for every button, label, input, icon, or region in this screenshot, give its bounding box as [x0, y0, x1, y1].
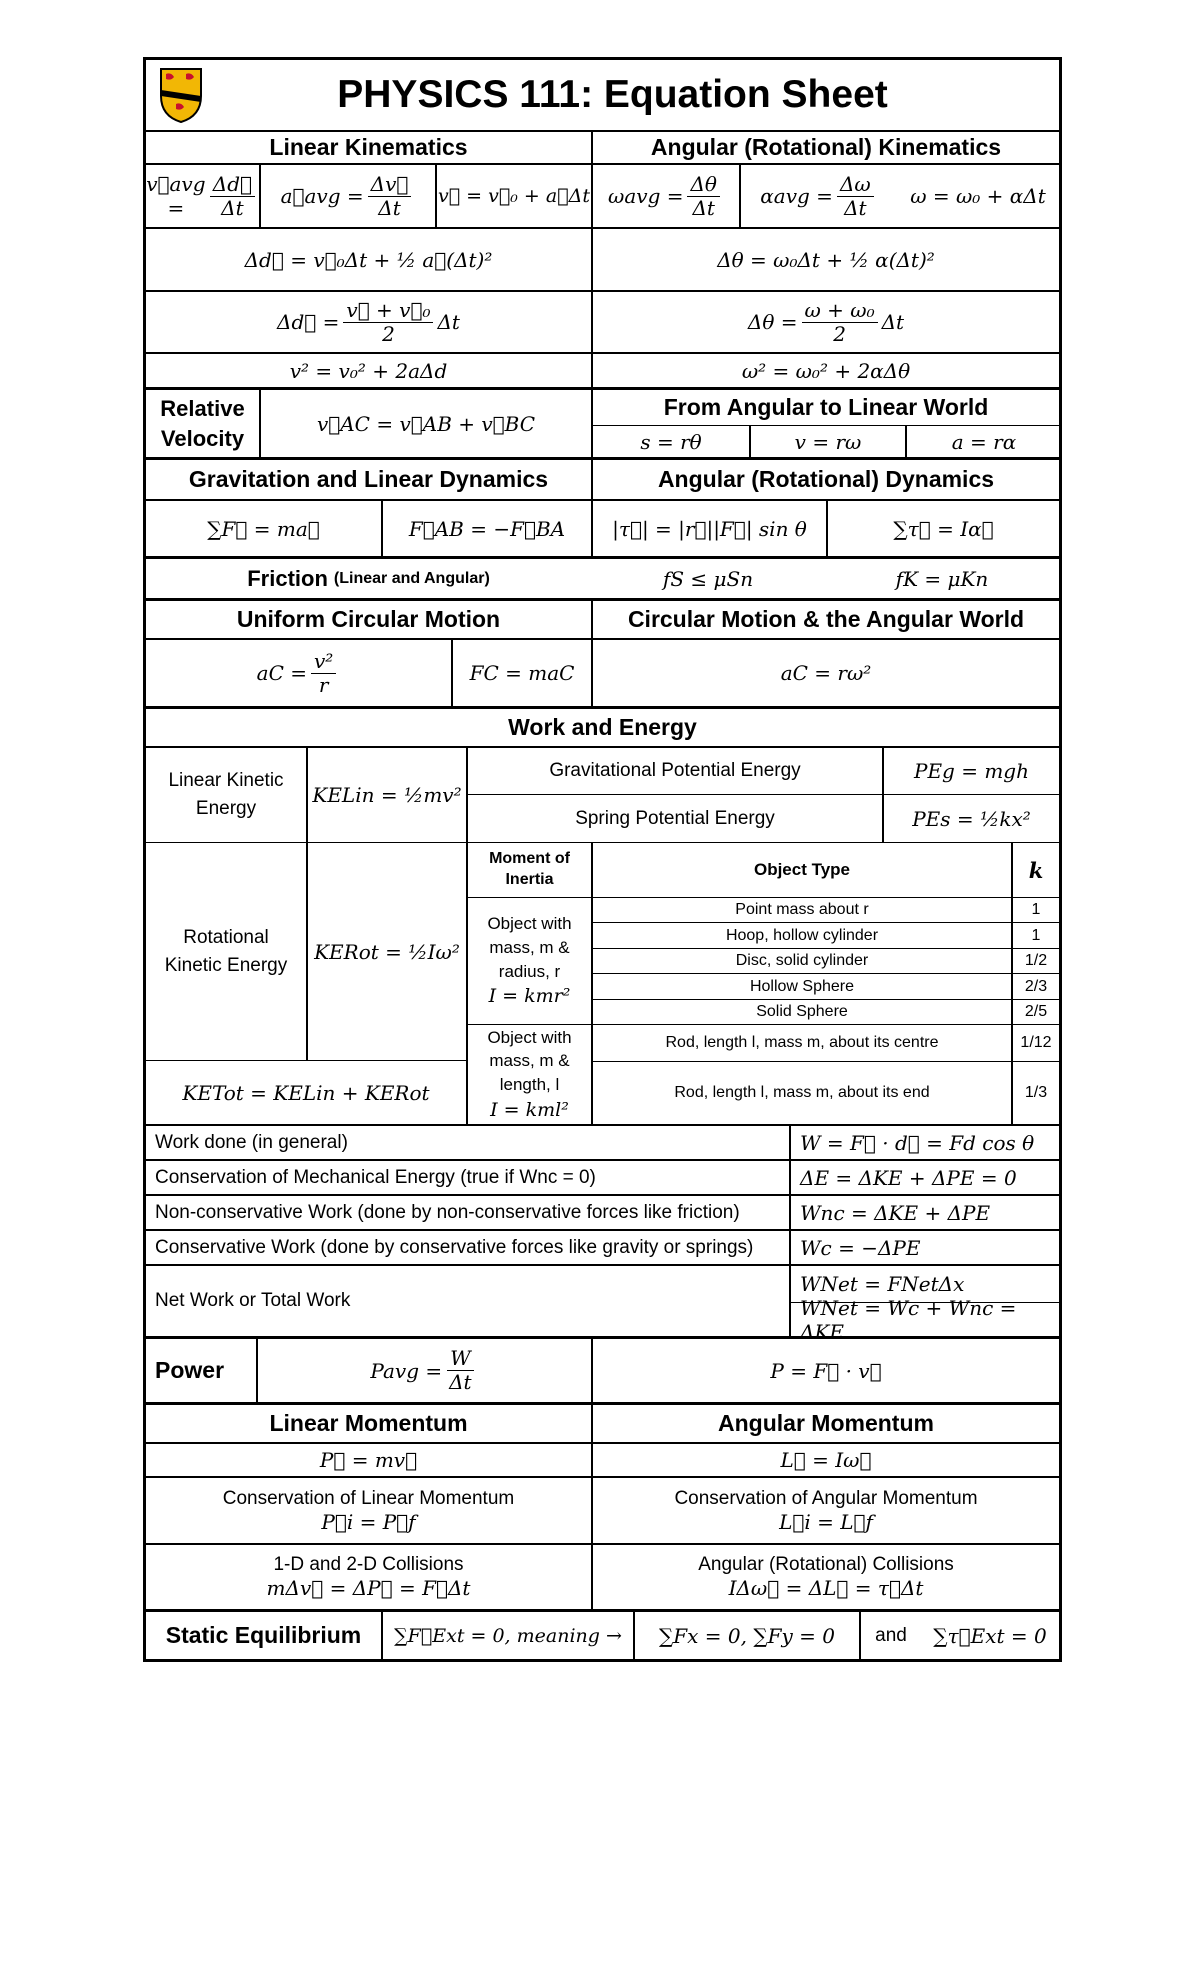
net-work-formula-1: WNet = FNetΔx — [789, 1266, 1059, 1302]
angular-centripetal-formula: aC = rω² — [591, 640, 1059, 706]
total-ke-formula: KETot = KELin + KERot — [146, 1060, 466, 1124]
tangential-acceleration-formula: a = rα — [905, 426, 1061, 457]
wavg-formula: ωavg = $\frac{\Delta\theta}{\Delta t}$ — [591, 165, 739, 227]
kinematics-header-row — [146, 130, 1059, 163]
object-type-hollow-sphere: Hollow Sphere — [591, 973, 1011, 999]
newton-second-law: ∑F⃗ = ma⃗ — [207, 516, 320, 541]
object-type-disc: Disc, solid cylinder — [591, 948, 1011, 973]
friction-label: Friction (Linear and Angular) — [247, 565, 490, 591]
displacement-formula-1: Δd⃗ = v⃗₀Δt + ½ a⃗(Δt)² — [244, 247, 493, 272]
work-row — [146, 1194, 1059, 1229]
moi-group-length: Object with mass, m & length, l I = kml² — [466, 1024, 591, 1124]
net-work-formula-2: WNet = Wc + Wnc = ΔKE — [789, 1302, 1059, 1336]
v-squared-formula: v² = v₀² + 2aΔd — [289, 358, 448, 383]
omega-formula: ω = ω₀ + αΔt — [910, 184, 1046, 208]
object-type-solid-sphere: Solid Sphere — [591, 999, 1011, 1024]
vavg-formula: v⃗avg = $\frac{\Delta d⃗}{\Delta t}$ — [146, 165, 259, 227]
k-value-rod-end: 1/3 — [1011, 1061, 1059, 1124]
title-bar — [146, 60, 1059, 130]
circular-angular-header: Circular Motion & the Angular World — [591, 601, 1059, 638]
net-work-row — [146, 1264, 1059, 1344]
static-equilibrium-row — [146, 1609, 1059, 1659]
gravitational-pe-formula: PEg = mgh — [882, 748, 1059, 794]
linear-kinematics-header: Linear Kinematics — [269, 134, 468, 160]
object-type-point-mass: Point mass about r — [591, 897, 1011, 922]
momentum-definition-row — [146, 1442, 1059, 1476]
and-label: and — [859, 1612, 921, 1659]
static-force-condition: ∑F⃗Ext = 0, meaning → — [381, 1612, 633, 1659]
tangential-velocity-formula: v = rω — [749, 426, 905, 457]
instantaneous-power-formula: P = F⃗ · v⃗ — [591, 1339, 1059, 1402]
spring-pe-formula: PEs = ½kx² — [882, 794, 1059, 842]
momentum-header-row — [146, 1402, 1059, 1442]
collisions-row — [146, 1543, 1059, 1609]
angular-momentum-header: Angular Momentum — [591, 1405, 1059, 1442]
rotational-ke-formula: KERot = ½Iω² — [306, 842, 466, 1060]
work-formula-nonconservative: Wnc = ΔKE + ΔPE — [789, 1196, 1059, 1229]
angle-formula-2: Δθ = $\frac{\text{ω + ω₀}}{2}$ Δt — [591, 292, 1059, 352]
angular-conservation-cell: Conservation of Angular Momentum L⃗i = L⃗f — [591, 1478, 1059, 1543]
relative-velocity-label: Relative Velocity — [160, 395, 245, 451]
velocity-formula: v⃗ = v⃗₀ + a⃗Δt — [435, 165, 591, 227]
energy-block — [146, 746, 1059, 1124]
kinematics-row-displacement — [146, 227, 1059, 290]
relative-velocity-row — [146, 387, 1059, 457]
linear-ke-formula: KELin = ½mv² — [306, 748, 466, 842]
linear-conservation-cell: Conservation of Linear Momentum P⃗i = P⃗f — [222, 1487, 515, 1534]
spring-pe-label: Spring Potential Energy — [466, 794, 882, 842]
relative-velocity-formula: v⃗AC = v⃗AB + v⃗BC — [259, 390, 591, 457]
angle-formula-1: Δθ = ω₀Δt + ½ α(Δt)² — [591, 229, 1059, 290]
k-value-point-mass: 1 — [1011, 897, 1059, 922]
static-equilibrium-label: Static Equilibrium — [165, 1622, 362, 1648]
object-type-hoop: Hoop, hollow cylinder — [591, 922, 1011, 948]
angular-to-linear-block — [591, 390, 1059, 457]
power-row — [146, 1336, 1059, 1402]
dynamics-header-row — [146, 457, 1059, 499]
work-row — [146, 1159, 1059, 1194]
centripetal-force-formula: FC = maC — [451, 640, 591, 706]
k-value-hollow-sphere: 2/3 — [1011, 973, 1059, 999]
kinematics-row-average-velocity — [146, 290, 1059, 352]
angular-to-linear-header: From Angular to Linear World — [663, 394, 989, 420]
angular-momentum-formula: L⃗ = Iω⃗ — [591, 1444, 1059, 1476]
object-type-header: Object Type — [591, 842, 1011, 897]
torque-formula: |τ⃗| = |r⃗||F⃗| sin θ — [591, 501, 826, 556]
angular-collisions-cell: Angular (Rotational) Collisions IΔω⃗ = ΔL⃗ = τ⃗Δt — [591, 1545, 1059, 1609]
circular-header-row — [146, 598, 1059, 638]
linear-momentum-formula: P⃗ = mv⃗ — [319, 1448, 418, 1472]
work-energy-header-row — [146, 706, 1059, 746]
k-value-solid-sphere: 2/5 — [1011, 999, 1059, 1024]
angular-kinematics-header: Angular (Rotational) Kinematics — [591, 132, 1059, 163]
work-energy-header: Work and Energy — [508, 714, 697, 740]
linear-dynamics-header: Gravitation and Linear Dynamics — [188, 466, 549, 492]
work-row — [146, 1229, 1059, 1264]
work-label-mech-energy: Conservation of Mechanical Energy (true if Wnc = 0) — [155, 1166, 596, 1188]
circular-formula-row — [146, 638, 1059, 706]
page-title: PHYSICS 111: Equation Sheet — [337, 73, 888, 116]
linear-momentum-header: Linear Momentum — [269, 1410, 468, 1436]
net-work-label: Net Work or Total Work — [155, 1290, 351, 1311]
kinematics-row-avg — [146, 163, 1059, 227]
object-type-rod-end: Rod, length l, mass m, about its end — [591, 1061, 1011, 1124]
k-value-disc: 1/2 — [1011, 948, 1059, 973]
rotational-ke-label: Rotational Kinetic Energy — [146, 842, 306, 1060]
kinetic-friction-formula: fK = μKn — [895, 566, 989, 591]
alpha-avg-formula: αavg = $\frac{\Delta\omega}{\Delta t}$ — [739, 165, 897, 227]
static-component-condition: ∑Fx = 0, ∑Fy = 0 — [633, 1612, 859, 1659]
displacement-formula-2: Δd⃗ = $\frac{\text{v⃗ + v⃗₀}}{2}$ Δt — [277, 297, 460, 346]
k-value-hoop: 1 — [1011, 922, 1059, 948]
static-friction-formula: fS ≤ μSn — [662, 566, 754, 591]
work-formula-general: W = F⃗ · d⃗ = Fd cos θ — [789, 1126, 1059, 1159]
static-torque-condition: ∑τ⃗Ext = 0 — [933, 1623, 1047, 1648]
work-label-nonconservative: Non-conservative Work (done by non-conservative forces like friction) — [155, 1201, 740, 1223]
uniform-circular-motion-header: Uniform Circular Motion — [236, 606, 501, 632]
momentum-conservation-row — [146, 1476, 1059, 1543]
kinematics-row-squared — [146, 352, 1059, 387]
work-label-general: Work done (in general) — [155, 1131, 348, 1153]
dynamics-formula-row — [146, 499, 1059, 556]
k-header: k — [1011, 842, 1059, 897]
linear-collisions-cell: 1-D and 2-D Collisions mΔv⃗ = ΔP⃗ = F⃗Δt — [266, 1554, 471, 1600]
k-value-rod-centre: 1/12 — [1011, 1024, 1059, 1061]
friction-row — [146, 556, 1059, 598]
work-row — [146, 1124, 1059, 1159]
crest-icon — [158, 66, 204, 124]
work-formula-mech-energy: ΔE = ΔKE + ΔPE = 0 — [789, 1161, 1059, 1194]
gravitational-pe-label: Gravitational Potential Energy — [466, 748, 882, 794]
moi-header: Moment of Inertia — [466, 842, 591, 897]
newton-third-law: F⃗AB = −F⃗BA — [381, 501, 591, 556]
centripetal-acceleration-formula: aC = $\frac{\text{v²}}{r}$ — [146, 640, 451, 706]
work-label-conservative: Conservative Work (done by conservative forces like gravity or springs) — [155, 1236, 754, 1258]
arc-length-formula: s = rθ — [640, 429, 702, 454]
power-label: Power — [155, 1357, 225, 1383]
aavg-formula: a⃗avg = $\frac{\Delta v⃗}{\Delta t}$ — [259, 165, 435, 227]
equation-sheet — [143, 57, 1062, 1662]
angular-dynamics-header: Angular (Rotational) Dynamics — [591, 460, 1059, 499]
work-formula-conservative: Wc = −ΔPE — [789, 1231, 1059, 1264]
omega-squared-formula: ω² = ω₀² + 2αΔθ — [591, 354, 1059, 387]
average-power-formula: Pavg = $\frac{W}{\Delta t}$ — [256, 1339, 591, 1402]
object-type-rod-centre: Rod, length l, mass m, about its centre — [591, 1024, 1011, 1061]
rotational-second-law: ∑τ⃗ = Iα⃗ — [826, 501, 1059, 556]
linear-ke-label: Linear Kinetic Energy — [168, 770, 284, 819]
moi-group-radius: Object with mass, m & radius, r I = kmr² — [466, 897, 591, 1024]
